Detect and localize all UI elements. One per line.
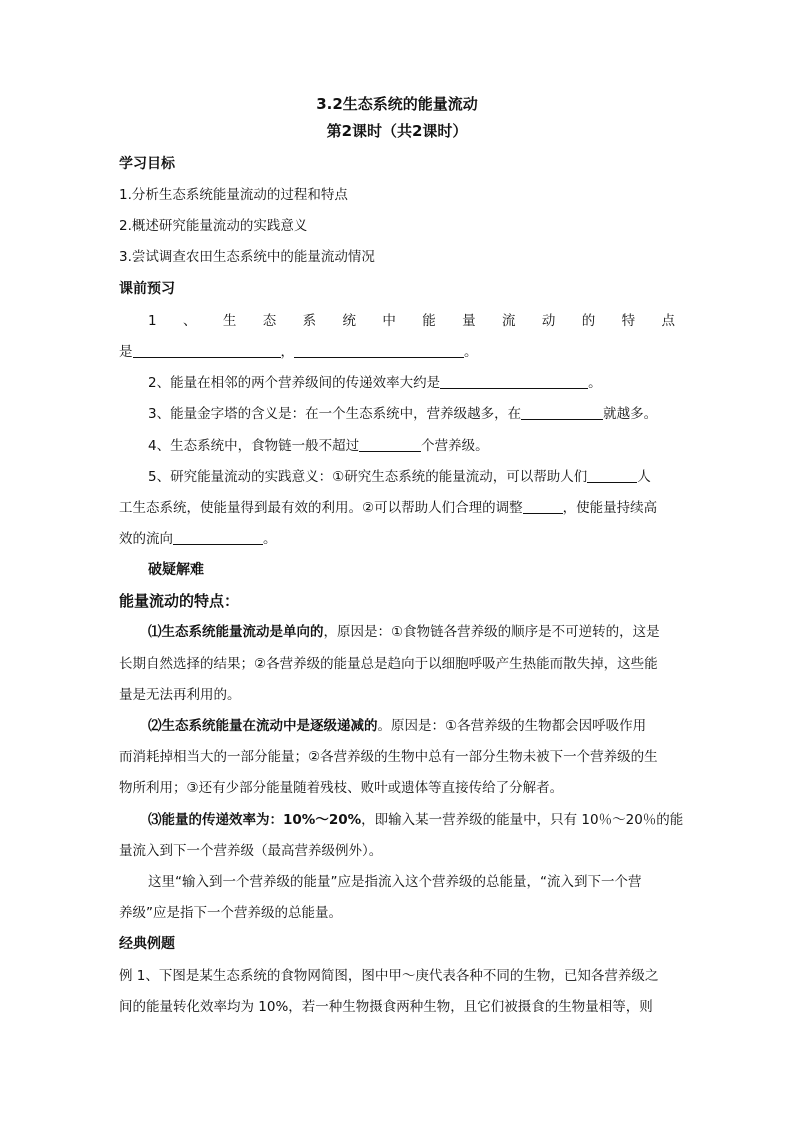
q1-char: 量 — [462, 313, 476, 329]
q1-char: 系 — [302, 313, 317, 329]
feature-3-line-2: 量流入到下一个营养级（最高营养级例外）。 — [119, 843, 383, 859]
preview-question-1-line-1 — [148, 311, 675, 331]
goal-item-3: 3.尝试调查农田生态系统中的能量流动情况 — [119, 249, 375, 265]
q1-char: 动 — [541, 313, 556, 329]
q1-char: 能 — [422, 313, 436, 329]
difficulty-heading: 破疑解难 — [148, 562, 204, 578]
q1-char: 生 — [222, 313, 237, 329]
examples-heading: 经典例题 — [119, 936, 175, 952]
answer-blank[interactable] — [294, 343, 464, 358]
goals-heading: 学习目标 — [119, 156, 175, 172]
answer-blank[interactable] — [359, 437, 421, 452]
preview-question-5-line-2: 工生态系统，使能量得到最有效的利用。②可以帮助人们合理的调整 ，使能量持续高 — [119, 500, 658, 516]
answer-blank[interactable] — [133, 343, 281, 358]
feature-1-line-1: ⑴生态系统能量流动是单向的，原因是：①食物链各营养级的顺序是不可逆转的，这是 — [148, 624, 660, 640]
q1-char: 、 — [182, 313, 197, 329]
q1-char: 1 — [148, 313, 157, 329]
answer-blank[interactable] — [440, 374, 588, 389]
answer-blank[interactable] — [587, 468, 637, 483]
difficulty-subheading: 能量流动的特点： — [119, 592, 240, 610]
preview-question-4: 4、生态系统中，食物链一般不超过 个营养级。 — [148, 438, 489, 454]
feature-1-line-2: 长期自然选择的结果；②各营养级的能量总是趋向于以细胞呼吸产生热能而散失掉，这些能 — [119, 656, 658, 672]
feature-1-line-3: 量是无法再利用的。 — [119, 687, 241, 703]
q1-char: 统 — [342, 313, 356, 329]
q1-char: 中 — [382, 313, 396, 329]
preview-question-5-line-3: 效的流向 。 — [119, 531, 277, 547]
example-1-line-1: 例 1、下图是某生态系统的食物网简图，图中甲～庚代表各种不同的生物，已知各营养级之 — [119, 968, 659, 984]
answer-blank[interactable] — [173, 530, 263, 545]
answer-blank[interactable] — [523, 499, 563, 514]
document-title: 3.2生态系统的能量流动 — [316, 95, 478, 113]
preview-question-3: 3、能量金字塔的含义是：在一个生态系统中，营养级越多，在 就越多。 — [148, 406, 658, 422]
q1-char: 的 — [581, 313, 596, 329]
note-line-2: 养级”应是指下一个营养级的总能量。 — [119, 905, 342, 921]
q1-char: 特 — [621, 313, 636, 329]
goal-item-2: 2.概述研究能量流动的实践意义 — [119, 218, 308, 234]
feature-2-line-1: ⑵生态系统能量在流动中是逐级递减的。原因是：①各营养级的生物都会因呼吸作用 — [148, 718, 647, 734]
preview-question-5-line-1: 5、研究能量流动的实践意义：①研究生态系统的能量流动，可以帮助人们 人 — [148, 469, 651, 485]
q1-char: 流 — [501, 313, 516, 329]
preview-heading: 课前预习 — [119, 281, 175, 297]
preview-question-2: 2、能量在相邻的两个营养级间的传递效率大约是 。 — [148, 375, 602, 391]
note-line-1: 这里“输入到一个营养级的能量”应是指流入这个营养级的总能量，“流入到下一个营 — [148, 874, 642, 890]
q1-char: 点 — [661, 313, 675, 329]
preview-question-1-line-2: 是 ， 。 — [119, 344, 478, 360]
feature-2-line-2: 而消耗掉相当大的一部分能量；②各营养级的生物中总有一部分生物未被下一个营养级的生 — [119, 749, 658, 765]
answer-blank[interactable] — [521, 405, 603, 420]
goal-item-1: 1.分析生态系统能量流动的过程和特点 — [119, 187, 348, 203]
example-1-line-2: 间的能量转化效率均为 10%，若一种生物摄食两种生物，且它们被摄食的生物量相等，则 — [119, 999, 653, 1015]
feature-3-line-1: ⑶能量的传递效率为：10%～20%，即输入某一营养级的能量中，只有 10％～20％的能 — [148, 812, 684, 828]
feature-2-line-3: 物所利用；③还有少部分能量随着残枝、败叶或遗体等直接传给了分解者。 — [119, 780, 564, 796]
document-subtitle: 第2课时（共2课时） — [326, 122, 468, 140]
q1-char: 态 — [262, 313, 277, 329]
